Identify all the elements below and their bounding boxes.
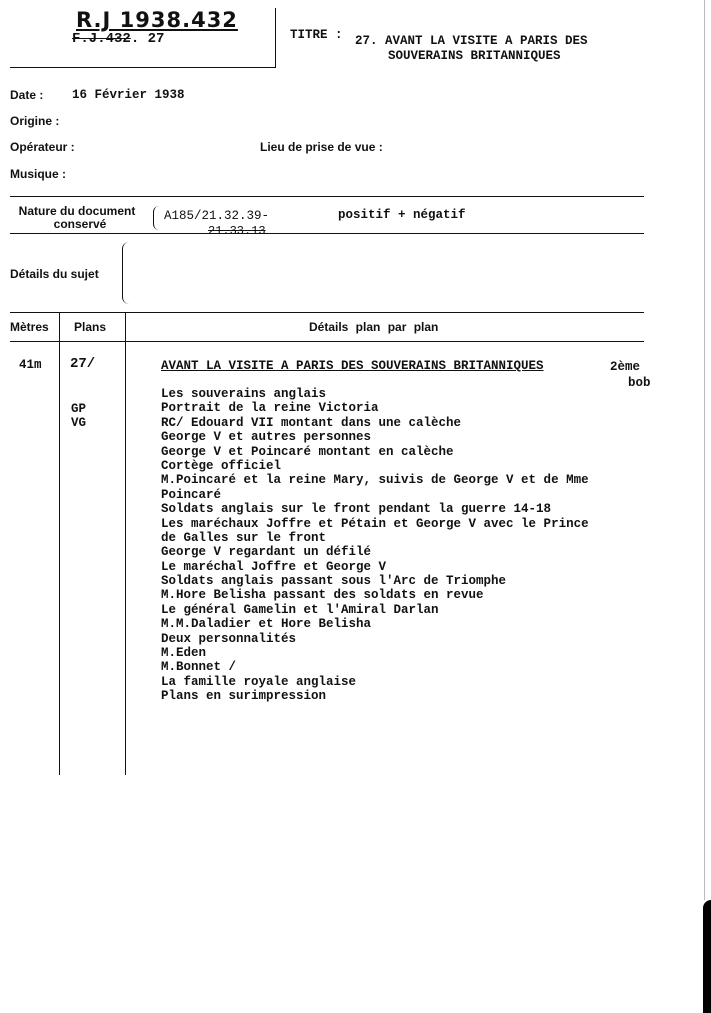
plan-line: RC/ Edouard VII montant dans une calèche [161,415,462,430]
plan-line: de Galles sur le front [161,530,327,545]
lieu-label: Lieu de prise de vue : [260,140,383,154]
details-sujet-label: Détails du sujet [10,267,99,281]
nature-divider [10,233,644,234]
plan-line: Les souverains anglais [161,387,327,401]
col-details-header: Détails plan par plan [309,320,439,334]
plan-line: Le maréchal Joffre et George V [161,559,387,574]
bobine-label-2: bob [628,376,651,390]
origine-label: Origine : [10,114,60,128]
nature-brace [153,206,160,230]
titre-line-2: SOUVERAINS BRITANNIQUES [388,49,561,63]
plan-code-gp: GP [71,402,87,416]
date-label: Date : [10,88,44,102]
metres-value: 41m [19,358,42,372]
table-col-divider-1 [59,313,60,775]
plan-heading: AVANT LA VISITE A PARIS DES SOUVERAINS BRITANNIQUES [161,359,544,373]
plan-line: Soldats anglais sur le front pendant la guerre 14-18 [161,502,552,517]
plan-line: M.Bonnet / [161,660,237,675]
bobine-label-1: 2ème [610,360,641,374]
plan-line: M.Poincaré et la reine Mary, suivis de George V et de Mme [161,473,589,488]
nature-label-line-2: conservé [53,217,107,231]
details-brace [122,242,129,304]
plan-line: M.Hore Belisha passant des soldats en revue [161,588,484,603]
plan-number: 27/ [70,356,96,372]
col-plans-header: Plans [74,320,107,334]
plan-lines [161,387,589,704]
scan-edge-line [704,0,705,900]
plan-line: Poincaré [161,487,222,502]
plan-line: M.M.Daladier et Hore Belisha [161,617,372,632]
document-code-struck: 21.33.13 [208,224,266,238]
operateur-label: Opérateur : [10,140,75,154]
plan-line: Deux personnalités [161,631,297,646]
plan-line: Le général Gamelin et l'Amiral Darlan [161,602,439,617]
nature-label-line-1: Nature du document [18,204,136,218]
document-code: A185/21.32.39- [164,209,270,223]
fields-divider [10,196,644,197]
document-type: positif + négatif [338,208,466,222]
plan-line: Portrait de la reine Victoria [161,401,379,416]
plan-line: Cortège officiel [161,458,282,473]
col-metres-header: Mètres [10,320,49,334]
musique-label: Musique : [10,167,66,181]
plan-line: Plans en surimpression [161,689,327,704]
plan-line: Soldats anglais passant sous l'Arc de Triomphe [161,574,507,589]
plan-line: M.Eden [161,646,207,661]
table-header-divider [10,341,644,342]
plan-line: La famille royale anglaise [161,674,357,689]
date-value: 16 Février 1938 [72,88,185,102]
plan-line: Les maréchaux Joffre et Pétain et George V avec le Prince [161,516,589,531]
old-reference-suffix: . 27 [130,31,165,47]
scan-edge-shadow [703,900,711,1013]
header-box-bottom-border [10,67,276,68]
archive-reference: R.J 1938.432 [76,8,238,32]
plan-line: George V regardant un défilé [161,545,372,560]
table-col-divider-2 [125,313,126,775]
titre-label: TITRE : [290,28,343,42]
plan-code-vg: VG [71,416,87,430]
plan-line: George V et Poincaré montant en calèche [161,444,454,459]
old-reference [72,31,164,47]
nature-label [10,205,144,231]
details-divider [10,312,644,313]
plan-line: George V et autres personnes [161,430,372,445]
titre-line-1: 27. AVANT LA VISITE A PARIS DES [355,34,588,48]
header-box-right-border [275,8,276,68]
old-reference-struck: F.J.432 [72,31,131,47]
